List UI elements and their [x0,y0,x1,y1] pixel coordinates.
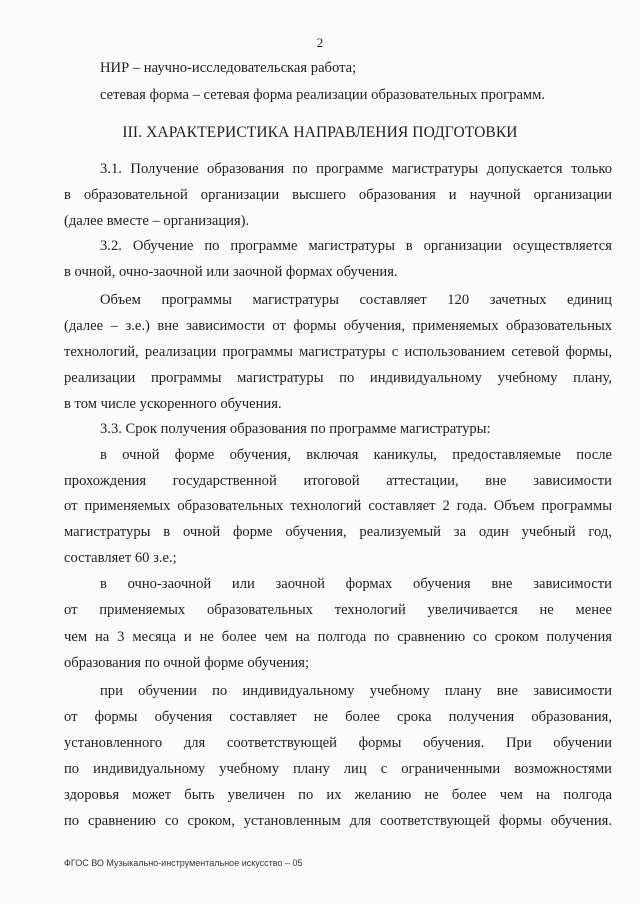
paragraph-line: технологий, реализации программы магистратуры с использованием сетевой формы, [64,344,612,360]
paragraph-line: составляет 60 з.е.; [64,550,177,566]
paragraph-line: от применяемых образовательных технологий увеличивается не менее [64,602,612,618]
paragraph-line: Объем программы магистратуры составляет 120 зачетных единиц [100,292,612,308]
paragraph-line: здоровья может быть увеличен по их желанию не более чем на полгода [64,787,612,803]
paragraph-line: от формы обучения составляет не более срока получения образования, [64,709,612,725]
paragraph-line: установленного для соответствующей формы обучения. При обучении [64,735,612,751]
paragraph-line: прохождения государственной итоговой аттестации, вне зависимости [64,473,612,489]
paragraph-line: (далее вместе – организация). [64,213,250,229]
section-heading: III. ХАРАКТЕРИСТИКА НАПРАВЛЕНИЯ ПОДГОТОВКИ [122,124,518,141]
paragraph-line: магистратуры в очной форме обучения, реализуемый за один учебный год, [64,524,612,540]
paragraph-line: 3.3. Срок получения образования по программе магистратуры: [100,421,491,437]
paragraph-line: в очной форме обучения, включая каникулы, предоставляемые после [100,447,612,463]
paragraph-line: образования по очной форме обучения; [64,655,310,671]
abbreviation-nir: НИР – научно-исследовательская работа; [100,60,357,76]
paragraph-line: в очной, очно-заочной или заочной формах обучения. [64,264,398,280]
paragraph-line: при обучении по индивидуальному учебному плану вне зависимости [100,683,612,699]
paragraph-line: в очно-заочной или заочной формах обучения вне зависимости [100,576,612,592]
paragraph-line: от применяемых образовательных технологий составляет 2 года. Объем программы [64,498,612,514]
page-number: 2 [316,35,324,50]
abbreviation-network-form: сетевая форма – сетевая форма реализации образовательных программ. [100,87,546,103]
paragraph-line: по сравнению со сроком, установленным для соответствующей формы обучения. [64,813,612,829]
paragraph-line: в том числе ускоренного обучения. [64,396,282,412]
paragraph-line: 3.2. Обучение по программе магистратуры в организации осуществляется [100,238,612,254]
paragraph-line: (далее – з.е.) вне зависимости от формы обучения, применяемых образовательных [64,318,612,334]
document-footer: ФГОС ВО Музыкально-инструментальное искусство – 05 [64,858,303,868]
paragraph-line: по индивидуальному учебному плану лиц с ограниченными возможностями [64,761,612,777]
paragraph-line: чем на 3 месяца и не более чем на полгода по сравнению со сроком получения [64,629,612,645]
paragraph-line: реализации программы магистратуры по индивидуальному учебному плану, [64,370,612,386]
paragraph-line: 3.1. Получение образования по программе магистратуры допускается только [100,161,612,177]
paragraph-line: в образовательной организации высшего образования и научной организации [64,187,612,203]
